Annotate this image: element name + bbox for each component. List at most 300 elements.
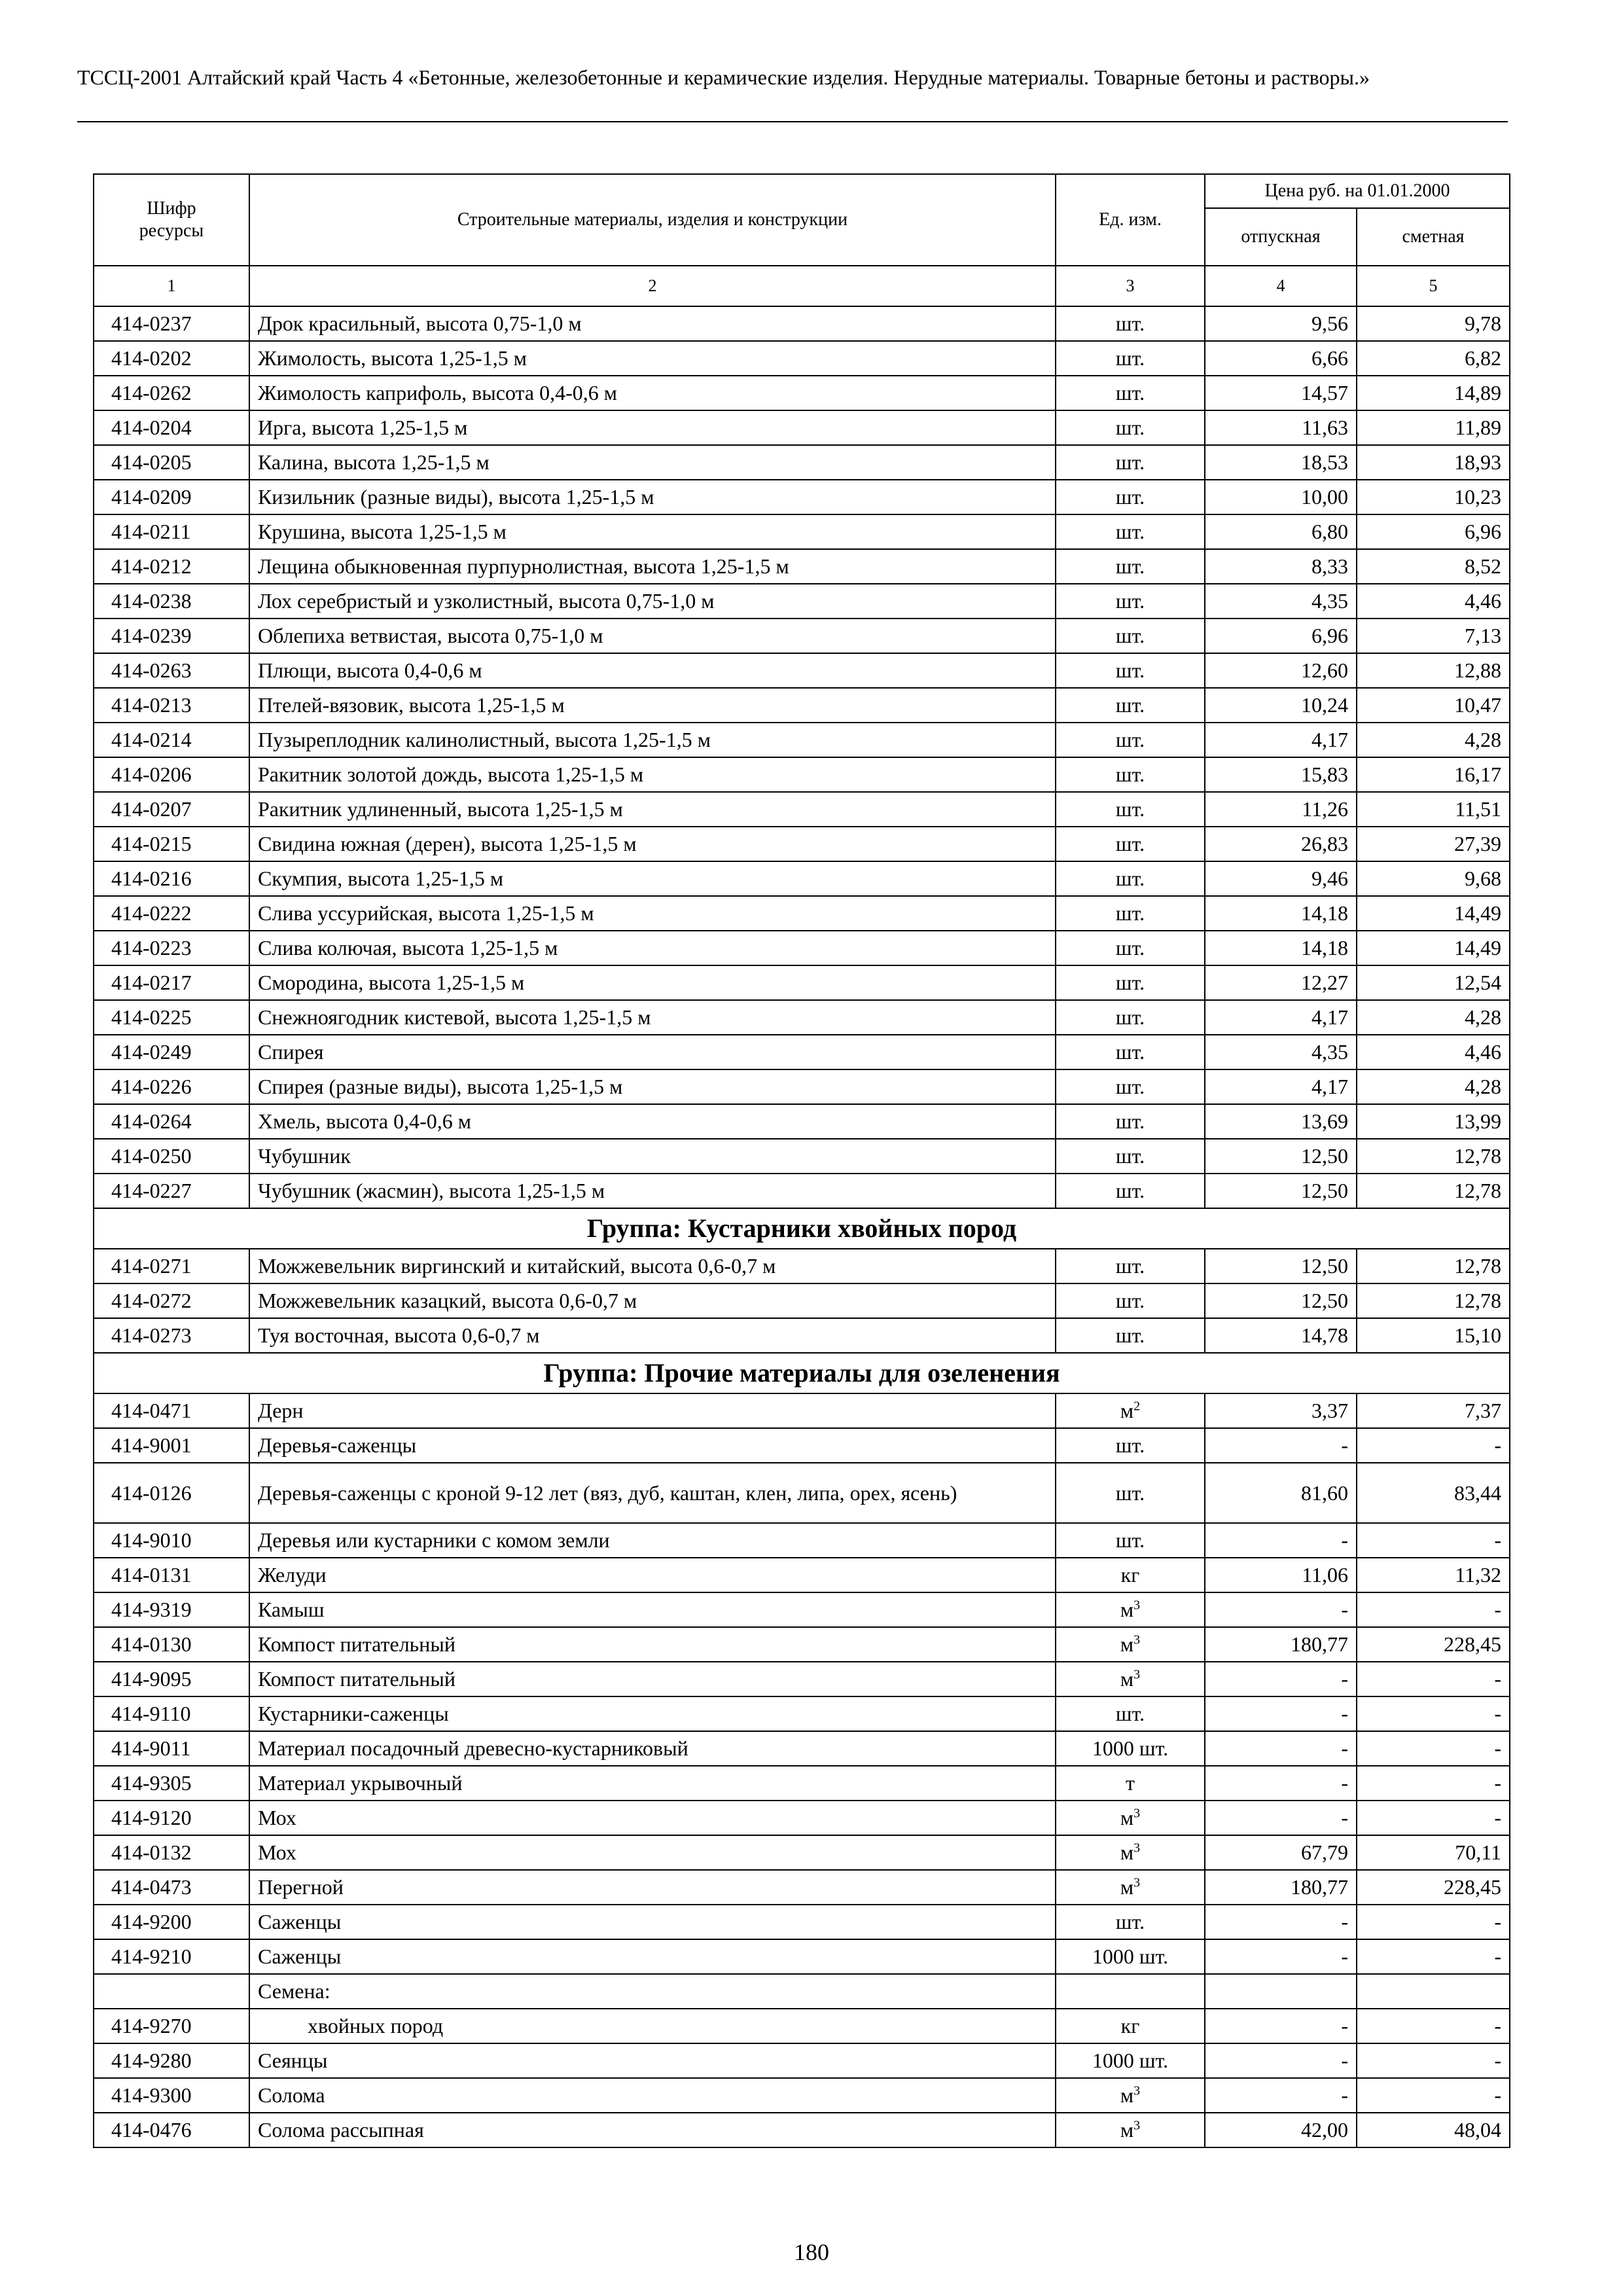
- resource-code-text: 414-0131: [111, 1563, 192, 1587]
- resource-code: [94, 1870, 249, 1905]
- estimate-price-text: -: [1494, 2049, 1502, 2072]
- unit-exponent: 3: [1133, 1806, 1141, 1821]
- unit-text: кг: [1120, 1563, 1140, 1587]
- release-price-text: 8,33: [1311, 554, 1348, 578]
- unit-text: шт.: [1115, 1702, 1145, 1725]
- resource-code-text: 414-0132: [111, 1840, 192, 1864]
- release-price: [1205, 1283, 1357, 1318]
- unit-cell: [1056, 514, 1205, 549]
- material-name: [249, 584, 1056, 619]
- estimate-price: [1357, 1592, 1510, 1627]
- unit-text: шт.: [1115, 1481, 1145, 1505]
- release-price-text: -: [1341, 1736, 1348, 1760]
- release-price-text: -: [1341, 1667, 1348, 1691]
- estimate-price-text: 70,11: [1455, 1840, 1502, 1864]
- release-price: [1205, 792, 1357, 827]
- col-estimate-header: сметная: [1357, 208, 1510, 266]
- release-price: [1205, 1627, 1357, 1662]
- estimate-price-text: -: [1494, 1736, 1502, 1760]
- table-row: [94, 1696, 1510, 1731]
- estimate-price-text: -: [1494, 1433, 1502, 1457]
- unit-exponent: 3: [1133, 2083, 1141, 2098]
- resource-code-text: 414-9280: [111, 2049, 192, 2072]
- resource-code-text: 414-0263: [111, 658, 192, 682]
- unit-cell: [1056, 1696, 1205, 1731]
- release-price: [1205, 1035, 1357, 1069]
- table-row: [94, 341, 1510, 376]
- release-price: [1205, 2043, 1357, 2078]
- unit-cell: [1056, 723, 1205, 757]
- resource-code-text: 414-0212: [111, 554, 192, 578]
- unit-text: шт.: [1115, 936, 1145, 960]
- release-price: [1205, 1974, 1357, 2009]
- estimate-price: [1357, 306, 1510, 341]
- release-price: [1205, 1905, 1357, 1939]
- resource-code: [94, 341, 249, 376]
- table-row: [94, 1393, 1510, 1428]
- unit-text: шт.: [1115, 797, 1145, 821]
- estimate-price-text: 16,17: [1454, 762, 1502, 786]
- release-price: [1205, 1249, 1357, 1283]
- estimate-price-text: 10,23: [1454, 485, 1502, 509]
- table-head: [94, 174, 1510, 306]
- material-name-text: Снежноягодник кистевой, высота 1,25-1,5 м: [258, 1005, 651, 1029]
- table-row: [94, 619, 1510, 653]
- col-unit-header: Ед. изм.: [1056, 174, 1205, 266]
- table-row: [94, 653, 1510, 688]
- material-name-text: Жимолость, высота 1,25-1,5 м: [258, 346, 527, 370]
- estimate-price-text: -: [1494, 1667, 1502, 1691]
- unit-text: шт.: [1115, 1433, 1145, 1457]
- column-number: 2: [249, 266, 1056, 306]
- material-name: [249, 896, 1056, 931]
- estimate-price: [1357, 1627, 1510, 1662]
- header-rule: [77, 121, 1508, 122]
- table-row: [94, 896, 1510, 931]
- material-name: [249, 1558, 1056, 1592]
- unit-text: шт.: [1115, 416, 1145, 439]
- unit-cell: [1056, 480, 1205, 514]
- estimate-price-text: 48,04: [1454, 2118, 1502, 2142]
- resource-code-text: 414-0237: [111, 312, 192, 335]
- unit-text: шт.: [1115, 381, 1145, 404]
- resource-code: [94, 1139, 249, 1174]
- resource-code-text: 414-9210: [111, 1945, 192, 1968]
- resource-code: [94, 1318, 249, 1353]
- unit-cell: [1056, 1463, 1205, 1523]
- unit-text: шт.: [1115, 971, 1145, 994]
- release-price: [1205, 445, 1357, 480]
- unit-text: шт.: [1115, 1144, 1145, 1168]
- material-name: [249, 1283, 1056, 1318]
- resource-code: [94, 1662, 249, 1696]
- table-row: [94, 1428, 1510, 1463]
- unit-text: шт.: [1115, 1289, 1145, 1312]
- estimate-price: [1357, 1318, 1510, 1353]
- unit-cell: [1056, 1558, 1205, 1592]
- estimate-price-text: 10,47: [1454, 693, 1502, 717]
- table-row: [94, 1283, 1510, 1318]
- estimate-price: [1357, 376, 1510, 410]
- header-row: [94, 174, 1510, 208]
- estimate-price: [1357, 1939, 1510, 1974]
- estimate-price-text: 6,82: [1465, 346, 1502, 370]
- unit-text: шт.: [1115, 762, 1145, 786]
- resource-code-text: 414-0222: [111, 901, 192, 925]
- estimate-price-text: 14,49: [1454, 901, 1502, 925]
- unit-cell: [1056, 1035, 1205, 1069]
- unit-text: шт.: [1115, 624, 1145, 647]
- table-row: [94, 1463, 1510, 1523]
- resource-code: [94, 1523, 249, 1558]
- material-name-text: Семена:: [258, 1979, 330, 2003]
- estimate-price-text: 4,28: [1465, 728, 1502, 751]
- release-price: [1205, 1174, 1357, 1208]
- release-price-text: 10,00: [1301, 485, 1348, 509]
- unit-cell: [1056, 2043, 1205, 2078]
- release-price-text: 11,63: [1302, 416, 1348, 439]
- table-row: [94, 1139, 1510, 1174]
- unit-text: шт.: [1115, 1075, 1145, 1098]
- estimate-price: [1357, 2009, 1510, 2043]
- release-price-text: 12,50: [1301, 1289, 1348, 1312]
- unit-cell: [1056, 2009, 1205, 2043]
- estimate-price: [1357, 549, 1510, 584]
- release-price-text: 42,00: [1301, 2118, 1348, 2142]
- release-price: [1205, 2009, 1357, 2043]
- unit-cell: [1056, 1139, 1205, 1174]
- material-name: [249, 549, 1056, 584]
- resource-code-text: 414-9305: [111, 1771, 192, 1795]
- unit-cell: [1056, 2113, 1205, 2147]
- unit-cell: [1056, 792, 1205, 827]
- column-number: 1: [94, 266, 249, 306]
- table-row: [94, 1000, 1510, 1035]
- unit-cell: [1056, 1393, 1205, 1428]
- table-row: [94, 1870, 1510, 1905]
- table-row: [94, 2113, 1510, 2147]
- unit-exponent: 3: [1133, 1632, 1141, 1647]
- unit-text: шт.: [1115, 693, 1145, 717]
- release-price: [1205, 1766, 1357, 1801]
- estimate-price: [1357, 1035, 1510, 1069]
- material-name-text: хвойных пород: [308, 2014, 444, 2037]
- estimate-price: [1357, 410, 1510, 445]
- release-price-text: 81,60: [1301, 1481, 1348, 1505]
- release-price-text: -: [1341, 1528, 1348, 1552]
- table-row: [94, 792, 1510, 827]
- unit-text: шт.: [1115, 1005, 1145, 1029]
- estimate-price: [1357, 2043, 1510, 2078]
- resource-code: [94, 688, 249, 723]
- estimate-price-text: 12,78: [1454, 1289, 1502, 1312]
- table-row: [94, 1766, 1510, 1801]
- material-name: [249, 1069, 1056, 1104]
- unit-cell: [1056, 1627, 1205, 1662]
- resource-code: [94, 1463, 249, 1523]
- material-name: [249, 1627, 1056, 1662]
- estimate-price: [1357, 1174, 1510, 1208]
- table-row: [94, 1731, 1510, 1766]
- unit-cell: [1056, 653, 1205, 688]
- unit-cell: [1056, 445, 1205, 480]
- unit-cell: [1056, 376, 1205, 410]
- material-name: [249, 931, 1056, 965]
- resource-code-text: 414-0126: [111, 1481, 192, 1505]
- estimate-price-text: 27,39: [1454, 832, 1502, 855]
- resource-code-text: 414-9011: [111, 1736, 191, 1760]
- release-price-text: 4,35: [1311, 1040, 1348, 1064]
- group-row: [94, 1208, 1510, 1249]
- material-name: [249, 1835, 1056, 1870]
- column-number: 4: [1205, 266, 1357, 306]
- col-code-header: Шифр ресурсы: [94, 174, 249, 266]
- unit-text: шт.: [1115, 520, 1145, 543]
- resource-code: [94, 1174, 249, 1208]
- release-price: [1205, 723, 1357, 757]
- resource-code-text: 414-0225: [111, 1005, 192, 1029]
- unit-text: м: [1120, 2083, 1134, 2107]
- estimate-price-text: 6,96: [1465, 520, 1502, 543]
- material-name: [249, 1766, 1056, 1801]
- estimate-price-text: -: [1494, 2083, 1502, 2107]
- resource-code: [94, 861, 249, 896]
- material-name-text: Слива уссурийская, высота 1,25-1,5 м: [258, 901, 594, 925]
- estimate-price: [1357, 931, 1510, 965]
- release-price-text: 6,96: [1311, 624, 1348, 647]
- material-name-text: Дрок красильный, высота 0,75-1,0 м: [258, 312, 582, 335]
- estimate-price: [1357, 757, 1510, 792]
- material-name-text: Желуди: [258, 1563, 327, 1587]
- resource-code: [94, 1801, 249, 1835]
- release-price-text: 4,35: [1311, 589, 1348, 613]
- table-body: [94, 306, 1510, 2147]
- material-name-text: Перегной: [258, 1875, 344, 1899]
- unit-text: шт.: [1115, 867, 1145, 890]
- release-price: [1205, 1139, 1357, 1174]
- group-title: Группа: Кустарники хвойных пород: [94, 1208, 1510, 1249]
- estimate-price: [1357, 341, 1510, 376]
- resource-code-text: 414-9110: [111, 1702, 191, 1725]
- material-name: [249, 480, 1056, 514]
- unit-text: шт.: [1115, 1179, 1145, 1202]
- estimate-price: [1357, 1069, 1510, 1104]
- resource-code: [94, 1731, 249, 1766]
- unit-cell: [1056, 688, 1205, 723]
- resource-code: [94, 1283, 249, 1318]
- estimate-price-text: -: [1494, 1771, 1502, 1795]
- resource-code-text: 414-0205: [111, 450, 192, 474]
- material-name-text: Хмель, высота 0,4-0,6 м: [258, 1109, 471, 1133]
- material-name-text: Спирея: [258, 1040, 324, 1064]
- unit-cell: [1056, 1000, 1205, 1035]
- release-price-text: -: [1341, 1771, 1348, 1795]
- table-row: [94, 1939, 1510, 1974]
- resource-code: [94, 2113, 249, 2147]
- material-name: [249, 1801, 1056, 1835]
- table-row: [94, 410, 1510, 445]
- resource-code: [94, 1592, 249, 1627]
- resource-code: [94, 2043, 249, 2078]
- estimate-price: [1357, 619, 1510, 653]
- unit-cell: [1056, 1905, 1205, 1939]
- material-name-text: Птелей-вязовик, высота 1,25-1,5 м: [258, 693, 565, 717]
- resource-code-text: 414-9010: [111, 1528, 192, 1552]
- unit-text: шт.: [1115, 485, 1145, 509]
- material-name: [249, 1104, 1056, 1139]
- resource-code-text: 414-0250: [111, 1144, 192, 1168]
- material-name-text: Пузыреплодник калинолистный, высота 1,25-1,5 м: [258, 728, 711, 751]
- column-number: 3: [1056, 266, 1205, 306]
- release-price: [1205, 2078, 1357, 2113]
- release-price: [1205, 1592, 1357, 1627]
- table-row: [94, 723, 1510, 757]
- material-name-text: Камыш: [258, 1598, 325, 1621]
- unit-exponent: 3: [1133, 1598, 1141, 1613]
- estimate-price: [1357, 1870, 1510, 1905]
- estimate-price-text: 4,28: [1465, 1005, 1502, 1029]
- table-row: [94, 480, 1510, 514]
- release-price-text: 10,24: [1301, 693, 1348, 717]
- release-price: [1205, 861, 1357, 896]
- unit-cell: [1056, 1318, 1205, 1353]
- estimate-price-text: 11,32: [1455, 1563, 1502, 1587]
- estimate-price: [1357, 723, 1510, 757]
- resource-code-text: 414-9095: [111, 1667, 192, 1691]
- resource-code-text: 414-0223: [111, 936, 192, 960]
- estimate-price-text: 4,28: [1465, 1075, 1502, 1098]
- release-price-text: 9,46: [1311, 867, 1348, 890]
- unit-text: м: [1120, 1399, 1134, 1422]
- resource-code-text: 414-0264: [111, 1109, 192, 1133]
- estimate-price: [1357, 1905, 1510, 1939]
- release-price: [1205, 1523, 1357, 1558]
- release-price: [1205, 376, 1357, 410]
- unit-text: 1000 шт.: [1092, 1945, 1169, 1968]
- unit-cell: [1056, 1662, 1205, 1696]
- material-name-text: Плющи, высота 0,4-0,6 м: [258, 658, 482, 682]
- unit-text: м: [1120, 1632, 1134, 1656]
- release-price: [1205, 1939, 1357, 1974]
- material-name-text: Смородина, высота 1,25-1,5 м: [258, 971, 525, 994]
- group-row: [94, 1353, 1510, 1393]
- release-price-text: 12,50: [1301, 1144, 1348, 1168]
- material-name: [249, 792, 1056, 827]
- resource-code-text: 414-0214: [111, 728, 192, 751]
- group-title: Группа: Прочие материалы для озеленения: [94, 1353, 1510, 1393]
- material-name: [249, 1696, 1056, 1731]
- material-name: [249, 2078, 1056, 2113]
- estimate-price: [1357, 861, 1510, 896]
- unit-text: м: [1120, 1806, 1134, 1829]
- material-name: [249, 1870, 1056, 1905]
- release-price-text: 6,66: [1311, 346, 1348, 370]
- price-table: [93, 173, 1510, 2148]
- release-price: [1205, 306, 1357, 341]
- estimate-price: [1357, 827, 1510, 861]
- unit-text: шт.: [1115, 1040, 1145, 1064]
- unit-cell: [1056, 549, 1205, 584]
- material-name-text: Ирга, высота 1,25-1,5 м: [258, 416, 468, 439]
- material-name-text: Чубушник (жасмин), высота 1,25-1,5 м: [258, 1179, 605, 1202]
- unit-text: шт.: [1115, 658, 1145, 682]
- col-release-header: отпускная: [1205, 208, 1357, 266]
- material-name-text: Облепиха ветвистая, высота 0,75-1,0 м: [258, 624, 603, 647]
- table-row: [94, 514, 1510, 549]
- release-price: [1205, 1104, 1357, 1139]
- material-name-text: Туя восточная, высота 0,6-0,7 м: [258, 1323, 540, 1347]
- material-name-text: Деревья-саженцы с кроной 9-12 лет (вяз, дуб, каштан, клен, липа, орех, ясень): [258, 1481, 957, 1505]
- estimate-price: [1357, 1766, 1510, 1801]
- material-name-text: Саженцы: [258, 1910, 342, 1933]
- release-price-text: 12,50: [1301, 1179, 1348, 1202]
- unit-cell: [1056, 410, 1205, 445]
- resource-code-text: 414-0216: [111, 867, 192, 890]
- resource-code: [94, 549, 249, 584]
- material-name: [249, 2113, 1056, 2147]
- release-price: [1205, 514, 1357, 549]
- release-price: [1205, 2113, 1357, 2147]
- resource-code: [94, 723, 249, 757]
- unit-exponent: 3: [1133, 1667, 1141, 1682]
- release-price: [1205, 1463, 1357, 1523]
- unit-text: шт.: [1115, 554, 1145, 578]
- unit-cell: [1056, 1731, 1205, 1766]
- material-name: [249, 2009, 1056, 2043]
- unit-cell: [1056, 2078, 1205, 2113]
- release-price: [1205, 1428, 1357, 1463]
- material-name-text: Солома: [258, 2083, 325, 2107]
- material-name-text: Ракитник золотой дождь, высота 1,25-1,5 м: [258, 762, 644, 786]
- estimate-price: [1357, 792, 1510, 827]
- table-row: [94, 584, 1510, 619]
- table-row: [94, 2009, 1510, 2043]
- table-row: [94, 1104, 1510, 1139]
- material-name-text: Свидина южная (дерен), высота 1,25-1,5 м: [258, 832, 637, 855]
- material-name: [249, 1939, 1056, 1974]
- unit-text: шт.: [1115, 901, 1145, 925]
- table-row: [94, 1558, 1510, 1592]
- unit-cell: [1056, 757, 1205, 792]
- estimate-price-text: -: [1494, 1806, 1502, 1829]
- release-price-text: 18,53: [1301, 450, 1348, 474]
- estimate-price: [1357, 514, 1510, 549]
- release-price: [1205, 1558, 1357, 1592]
- table-row: [94, 2078, 1510, 2113]
- release-price: [1205, 965, 1357, 1000]
- estimate-price-text: -: [1494, 1528, 1502, 1552]
- release-price-text: -: [1341, 1433, 1348, 1457]
- resource-code-text: 414-0202: [111, 346, 192, 370]
- resource-code: [94, 792, 249, 827]
- release-price: [1205, 1870, 1357, 1905]
- estimate-price: [1357, 2078, 1510, 2113]
- release-price-text: 12,50: [1301, 1254, 1348, 1278]
- material-name: [249, 514, 1056, 549]
- resource-code-text: 414-0209: [111, 485, 192, 509]
- resource-code-text: 414-0476: [111, 2118, 192, 2142]
- release-price-text: 26,83: [1301, 832, 1348, 855]
- unit-cell: [1056, 1523, 1205, 1558]
- release-price-text: 67,79: [1301, 1840, 1348, 1864]
- release-price-text: 14,18: [1301, 936, 1348, 960]
- material-name: [249, 965, 1056, 1000]
- material-name: [249, 1592, 1056, 1627]
- resource-code-text: 414-0217: [111, 971, 192, 994]
- unit-cell: [1056, 306, 1205, 341]
- resource-code: [94, 619, 249, 653]
- material-name-text: Чубушник: [258, 1144, 351, 1168]
